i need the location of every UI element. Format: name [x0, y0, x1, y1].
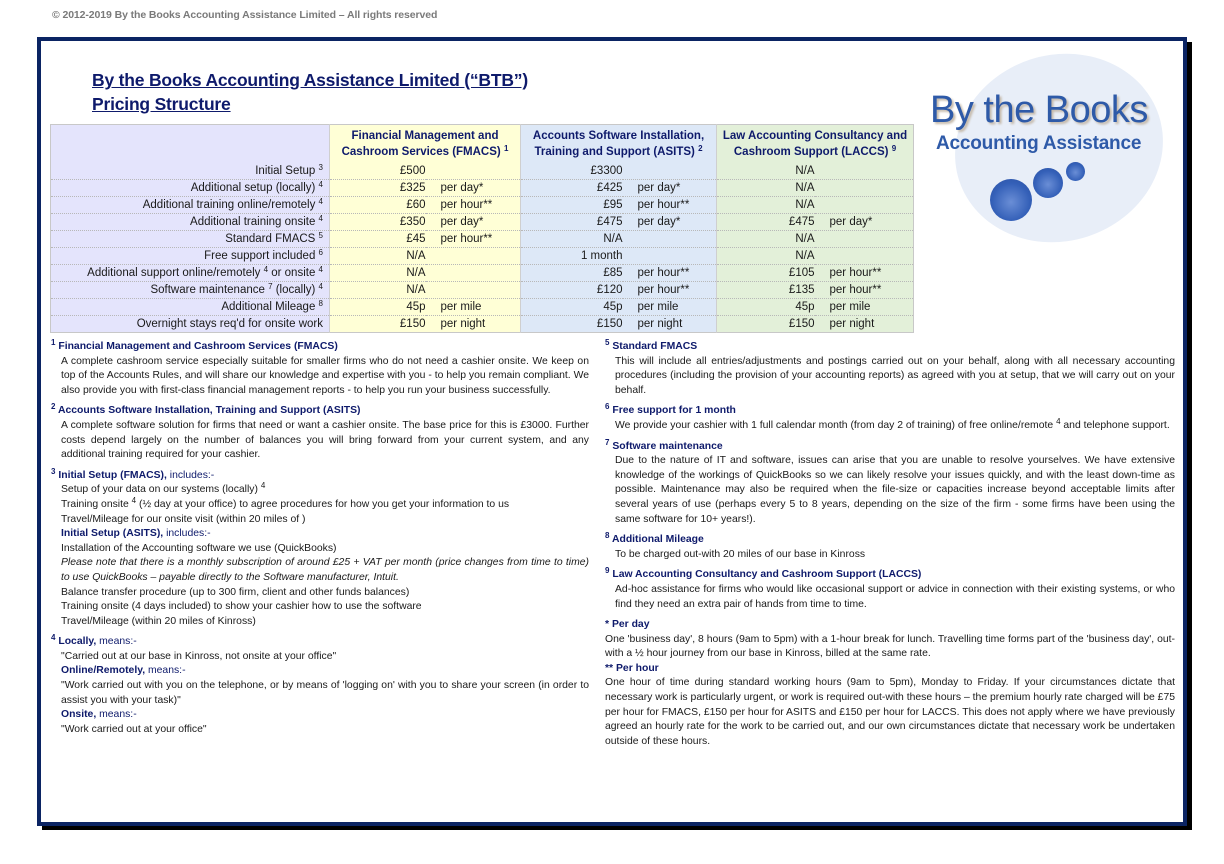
laccs-price: £105 [717, 264, 815, 281]
row-label: Initial Setup $^3$ [51, 163, 330, 180]
asits-unit: per mile [623, 298, 717, 315]
title-company: By the Books Accounting Assistance Limited (“BTB”) [92, 70, 528, 90]
header-asits: Accounts Software Installation, Training and Support (ASITS) $^2$ [521, 125, 717, 163]
fmacs-unit: per hour** [426, 230, 521, 247]
header-label-cell [51, 125, 330, 163]
fmacs-unit [426, 163, 521, 180]
asits-unit [623, 230, 717, 247]
table-row [51, 163, 914, 180]
fmacs-price: 45p [330, 298, 426, 315]
note-per-day: * Per day One 'business day', 8 hours (9am to 5pm) with a 1-hour break for lunch. Travelling time forms part of the 'business day', out-with a ½ hour journey from our base in Kinross, billed at the same rate. [605, 619, 1175, 660]
logo-bubble-small-icon [1066, 162, 1085, 181]
table-row [51, 179, 914, 196]
header-fmacs: Financial Management and Cashroom Services (FMACS) $^1$ [330, 125, 521, 163]
fmacs-unit: per day* [426, 179, 521, 196]
row-label: Additional training online/remotely $^4$ [51, 196, 330, 213]
asits-unit [623, 247, 717, 264]
fmacs-unit [426, 247, 521, 264]
title-pricing-structure: Pricing Structure [92, 94, 231, 114]
table-row [51, 315, 914, 332]
row-label: Additional setup (locally) $^4$ [51, 179, 330, 196]
logo-wordmark: By the Books [930, 89, 1148, 131]
table-row [51, 298, 914, 315]
asits-price: £85 [521, 264, 623, 281]
notes-left-column [51, 340, 589, 743]
fmacs-price: £500 [330, 163, 426, 180]
laccs-price: N/A [717, 196, 815, 213]
note-2-asits: $^2$ Accounts Software Installation, Training and Support (ASITS) A complete software solution for firms that need or want a cashier onsite. The base price for this is £3000. Further costs depend largely on the number of balances you will bring forward from your current system, and any additional training required for your cashier. [51, 402, 589, 461]
fmacs-price: £45 [330, 230, 426, 247]
header-laccs: Law Accounting Consultancy and Cashroom Support (LACCS) $^9$ [717, 125, 914, 163]
row-label: Free support included $^6$ [51, 247, 330, 264]
asits-unit: per hour** [623, 196, 717, 213]
asits-price: 1 month [521, 247, 623, 264]
laccs-price: £135 [717, 281, 815, 298]
laccs-price: £475 [717, 213, 815, 230]
row-label: Overnight stays req'd for onsite work [51, 315, 330, 332]
laccs-price: N/A [717, 163, 815, 180]
table-row [51, 281, 914, 298]
fmacs-price: N/A [330, 247, 426, 264]
company-logo [922, 55, 1184, 245]
asits-unit: per night [623, 315, 717, 332]
note-4-definitions: $^4$ Locally, means:- "Carried out at our base in Kinross, not onsite at your office" Online/Remotely, means:- "Work carried out with you on the telephone, or by means of 'logging on' with you to share your screen (in order to assist you with your task)" Onsite, means:- "Work carried out at your office" [51, 633, 589, 735]
laccs-price: £150 [717, 315, 815, 332]
asits-price: £425 [521, 179, 623, 196]
note-6-free-support: $^6$ Free support for 1 month We provide your cashier with 1 full calendar month (from day 2 of training) of free online/remote $^4$ and telephone support. [605, 402, 1170, 431]
row-label: Additional Mileage $^8$ [51, 298, 330, 315]
laccs-unit [815, 247, 914, 264]
note-1-fmacs: $^1$ Financial Management and Cashroom Services (FMACS) A complete cashroom service especially suitable for smaller firms who do not need a cashier onsite. We keep on top of the Accounts Rules, and will share our knowledge and expertise with you - to help you remain compliant. We also provide you with first-class financial management reports - to help you run your business successfully. [51, 338, 589, 396]
fmacs-unit [426, 281, 521, 298]
asits-price: £3300 [521, 163, 623, 180]
laccs-price: N/A [717, 179, 815, 196]
fmacs-unit: per mile [426, 298, 521, 315]
asits-unit: per day* [623, 213, 717, 230]
asits-price: 45p [521, 298, 623, 315]
laccs-unit: per night [815, 315, 914, 332]
asits-unit: per day* [623, 179, 717, 196]
laccs-unit [815, 179, 914, 196]
laccs-unit [815, 230, 914, 247]
asits-price: £95 [521, 196, 623, 213]
table-row [51, 230, 914, 247]
logo-bubble-medium-icon [1033, 168, 1063, 198]
asits-price: £120 [521, 281, 623, 298]
table-row [51, 264, 914, 281]
fmacs-price: £325 [330, 179, 426, 196]
logo-bubble-large-icon [990, 179, 1032, 221]
asits-setup-subheading: Initial Setup (ASITS), includes:- [61, 528, 211, 540]
note-5-standard-fmacs: $^5$ Standard FMACS This will include all entries/adjustments and postings carried out on your behalf, along with all necessary accounting procedures (including the provision of your accounting reports) as agreed with you at setup, that we will carry out on your behalf. [605, 338, 1175, 396]
fmacs-price: N/A [330, 264, 426, 281]
asterisk-marker: * [605, 619, 610, 631]
quickbooks-subscription-note: Please note that there is a monthly subscription of around £25 + VAT per month (price changes from time to time) to use QuickBooks – payable directly to the Software manufacturer, Intuit. [61, 557, 589, 583]
page-title [92, 68, 528, 116]
asits-price: £475 [521, 213, 623, 230]
double-asterisk-marker: ** [605, 662, 614, 674]
fmacs-unit [426, 264, 521, 281]
table-row [51, 247, 914, 264]
laccs-unit: per mile [815, 298, 914, 315]
table-row [51, 213, 914, 230]
asits-unit [623, 163, 717, 180]
note-7-software-maintenance: $^7$ Software maintenance Due to the nature of IT and software, issues can arise that you are unable to resolve yourselves. We have extensive knowledge of the workings of QuickBooks so we can likely resolve your issues quickly, and with the least down-time as possible. Maintenance may also be required when the file-size or capacities increase beyond acceptable limits after several years of use (perhaps every 5 to 8 years, depending on the size of the firm - some firms have been using the same software for 10+ years!). [605, 437, 1175, 525]
fmacs-price: £150 [330, 315, 426, 332]
laccs-price: 45p [717, 298, 815, 315]
row-label: Standard FMACS $^5$ [51, 230, 330, 247]
laccs-price: N/A [717, 247, 815, 264]
table-row [51, 196, 914, 213]
laccs-price: N/A [717, 230, 815, 247]
laccs-unit [815, 196, 914, 213]
asits-price: £150 [521, 315, 623, 332]
note-per-hour: ** Per hour One hour of time during standard working hours (9am to 5pm), Monday to Friday. If your circumstances dictate that necessary work is particularly urgent, or work is required out-with these hours – the premium hourly rate charged will be £75 per hour for FMACS, £150 per hour for ASITS and £150 per hour for LACCS. This does not apply where we have previously agreed an hourly rate for the work to be carried out, and our own circumstances dictate that necessary work be undertaken outside of these hours. [605, 662, 1175, 747]
note-3-initial-setup: $^3$ Initial Setup (FMACS), includes:- Setup of your data on our systems (locally) $^4$ Training onsite $^4$ (½ day at your office) to agree procedures for how you get your information to us Travel/Mileage for our onsite visit (within 20 miles of ) Initial Setup (ASITS), includes:- Installation of the Accounting software we use (QuickBooks) Please note that there is a monthly subscription of around £25 + VAT per month (price changes from time to time) to use QuickBooks – payable directly to the Software manufacturer, Intuit. Balance transfer procedure (up to 300 firm, client and other funds balances) Training onsite (4 days included) to show your cashier how to use the software Travel/Mileage (within 20 miles of Kinross) [51, 466, 589, 627]
note-9-laccs: $^9$ Law Accounting Consultancy and Cashroom Support (LACCS) Ad-hoc assistance for firms who would like occasional support or advice in connection with their existing systems, or who find they need an extra pair of hands from time to time. [605, 566, 1175, 610]
row-label: Additional support online/remotely $^4$ or onsite $^4$ [51, 264, 330, 281]
fmacs-unit: per hour** [426, 196, 521, 213]
fmacs-price: £350 [330, 213, 426, 230]
note-8-additional-mileage: $^8$ Additional Mileage To be charged out-with 20 miles of our base in Kinross [605, 531, 866, 560]
asits-price: N/A [521, 230, 623, 247]
laccs-unit: per hour** [815, 281, 914, 298]
table-header-row [51, 125, 914, 163]
laccs-unit: per hour** [815, 264, 914, 281]
row-label: Software maintenance $^7$ (locally) $^4$ [51, 281, 330, 298]
notes-right-column [605, 340, 1175, 755]
fmacs-price: N/A [330, 281, 426, 298]
logo-tagline: Accounting Assistance [936, 133, 1142, 154]
laccs-unit [815, 163, 914, 180]
pricing-table [50, 124, 914, 333]
laccs-unit: per day* [815, 213, 914, 230]
fmacs-unit: per night [426, 315, 521, 332]
asits-unit: per hour** [623, 281, 717, 298]
copyright-notice: © 2012-2019 By the Books Accounting Assistance Limited – All rights reserved [52, 9, 438, 21]
row-label: Additional training onsite $^4$ [51, 213, 330, 230]
fmacs-unit: per day* [426, 213, 521, 230]
fmacs-price: £60 [330, 196, 426, 213]
asits-unit: per hour** [623, 264, 717, 281]
